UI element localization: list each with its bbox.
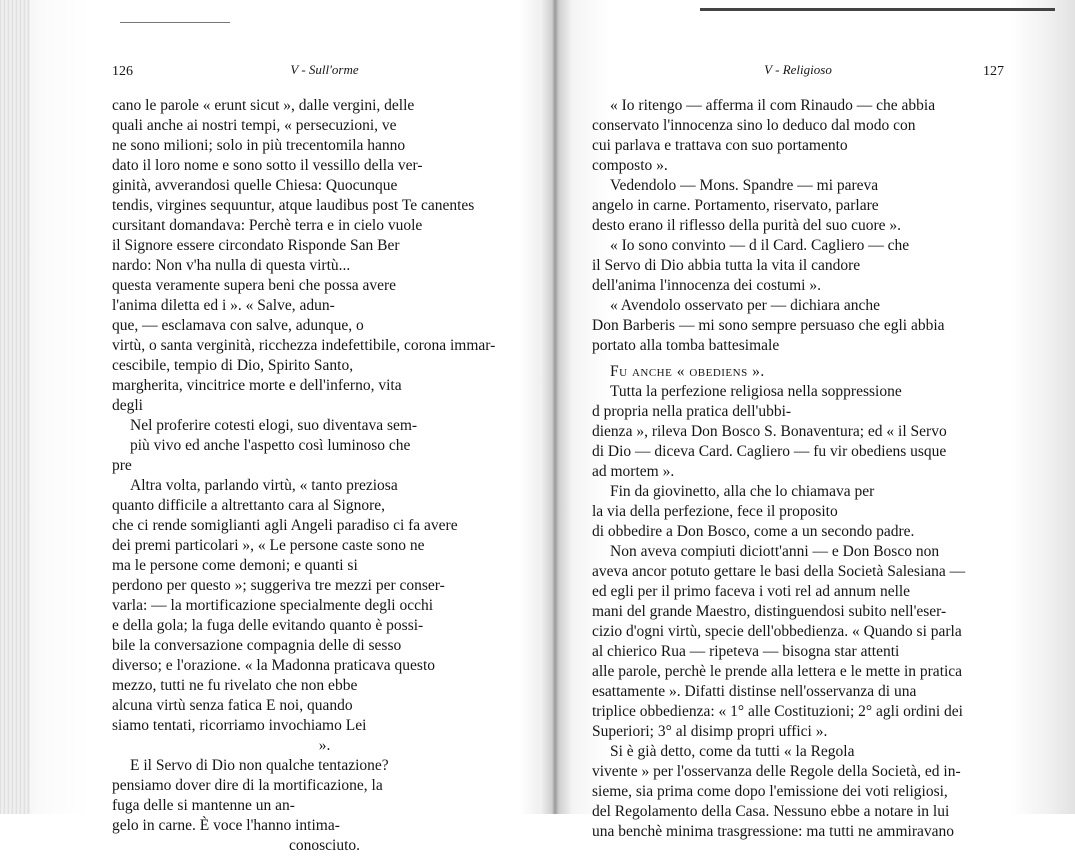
text-line: aveva ancor potuto gettare le basi della Società Salesiana — <box>592 563 966 580</box>
left-running-head: V - Sull'orme <box>290 62 359 77</box>
text-line: varla: — la mortificazione specialmente degli occhi <box>112 597 434 614</box>
text-line: bile la conversazione compagnia delle di sesso <box>112 637 402 654</box>
text-line: Nel proferire cotesti elogi, suo diventava sem- <box>130 417 418 434</box>
text-line: sieme, sia prima come dopo l'emissione dei voti religiosi, <box>592 783 948 800</box>
text-line: che ci rende somiglianti agli Angeli paradiso ci fa avere <box>112 517 458 534</box>
text-line: tendis, virgines sequuntur, atque laudibus post Te canentes <box>112 197 475 214</box>
text-line: fuga delle si mantenne un an- <box>112 797 295 814</box>
text-line: dato il loro nome e sono sotto il vessillo della ver- <box>112 157 423 174</box>
text-line: al chierico Rua — ripeteva — bisogna star attenti <box>592 643 900 660</box>
text-line: pre <box>112 457 132 474</box>
text-line: triplice obbedienza: « 1° alle Costituzioni; 2° agli ordini dei <box>592 703 963 720</box>
right-page-body <box>592 96 1004 842</box>
scan-mark-right <box>700 8 1055 11</box>
text-line: una benchè minima trasgressione: ma tutti ne ammiravano <box>592 823 954 840</box>
text-line: desto erano il riflesso della purità del suo cuore ». <box>592 217 902 234</box>
text-line: cizio d'ogni virtù, specie dell'obbedienza. « Quando si parla <box>592 623 962 640</box>
text-line: conservato l'innocenza sino lo deduco dal modo con <box>592 117 916 134</box>
text-line: Altra volta, parlando virtù, « tanto preziosa <box>130 477 398 494</box>
text-line: que, — esclamava con salve, adunque, o <box>112 317 364 334</box>
text-line: del Regolamento della Casa. Nessuno ebbe a notare in lui <box>592 803 950 820</box>
text-line: ginità, avverandosi quelle Chiesa: Quocunque <box>112 177 398 194</box>
text-line: di Dio — diceva Card. Cagliero — fu vir obediens usque <box>592 443 947 460</box>
text-line: d propria nella pratica dell'ubbi- <box>592 403 792 420</box>
text-line: degli <box>112 397 143 414</box>
text-line: portato alla tomba battesimale <box>592 337 780 354</box>
text-line: ad mortem ». <box>592 463 675 480</box>
text-line: la via della perfezione, fece il proposito <box>592 503 838 520</box>
text-line: e della gola; la fuga delle evitando quanto è possi- <box>112 617 424 634</box>
right-running-head: V - Religioso <box>764 62 832 77</box>
right-page-header <box>592 60 1004 86</box>
text-line: Fin da giovinetto, alla che lo chiamava per <box>610 483 875 500</box>
left-page-body <box>112 96 537 856</box>
left-page-number: 126 <box>112 64 133 79</box>
text-line: E il Servo di Dio non qualche tentazione? <box>130 757 389 774</box>
left-page-header <box>112 60 537 86</box>
text-line: siamo tentati, ricorriamo invochiamo Lei <box>112 717 367 734</box>
text-line: Vedendolo — Mons. Spandre — mi pareva <box>610 177 879 194</box>
text-line: perdono per questo »; suggeriva tre mezzi per conser- <box>112 577 445 594</box>
text-line: quanto difficile a altrettanto cara al Signore, <box>112 497 386 514</box>
text-line: nardo: Non v'ha nulla di questa virtù... <box>112 257 351 274</box>
text-line: quali anche ai nostri tempi, « persecuzioni, ve <box>112 117 397 134</box>
text-line: ». <box>318 737 331 754</box>
text-line: ed egli per il primo faceva i voti rel ad annum nelle <box>592 583 911 600</box>
text-line: angelo in carne. Portamento, riservato, parlare <box>592 197 879 214</box>
text-line: Don Barberis — mi sono sempre persuaso che egli abbia <box>592 317 945 334</box>
right-page-number: 127 <box>983 64 1004 79</box>
left-page <box>112 60 537 856</box>
scan-mark-left <box>120 22 230 23</box>
text-line: Non aveva compiuti diciott'anni — e Don Bosco non <box>610 543 940 560</box>
text-line: gelo in carne. È voce l'hanno intima- <box>112 817 340 834</box>
text-line: diverso; e l'orazione. « la Madonna praticava questo <box>112 657 436 674</box>
text-line: vivente » per l'osservanza delle Regole della Società, ed in- <box>592 763 961 780</box>
text-line: dei premi particolari », « Le persone caste sono ne <box>112 537 425 554</box>
text-line: composto ». <box>592 157 668 174</box>
text-line: Tutta la perfezione religiosa nella soppressione <box>610 383 902 400</box>
right-page <box>592 60 1004 842</box>
text-line: di obbedire a Don Bosco, come a un secondo padre. <box>592 523 915 540</box>
text-line: Superiori; 3° al disimp propri uffici ». <box>592 723 828 740</box>
text-line: mani del grande Maestro, distinguendosi subito nell'eser- <box>592 603 947 620</box>
text-line: esattamente ». Difatti distinse nell'osservanza di una <box>592 683 917 700</box>
text-line: margherita, vincitrice morte e dell'inferno, vita <box>112 377 402 394</box>
text-line: alle parole, perchè le prende alla lettera e le mette in pratica <box>592 663 963 680</box>
text-line: « Avendolo osservato per — dichiara anche <box>610 297 881 314</box>
page-stack-edge <box>0 0 30 814</box>
text-line: il Signore essere circondato Risponde San Ber <box>112 237 400 254</box>
text-line: ma le persone come demoni; e quanti si <box>112 557 358 574</box>
text-line: mezzo, tutti ne fu rivelato che non ebbe <box>112 677 358 694</box>
text-line: « Io sono convinto — d il Card. Cagliero — che <box>610 237 910 254</box>
text-line: cursitant domandava: Perchè terra e in cielo vuole <box>112 217 423 234</box>
text-line: l'anima diletta ed i ». « Salve, adun- <box>112 297 335 314</box>
text-line: più vivo ed anche l'aspetto così luminoso che <box>130 437 411 454</box>
text-line: questa veramente supera beni che possa avere <box>112 277 397 294</box>
text-line: alcuna virtù senza fatica E noi, quando <box>112 697 353 714</box>
text-line: cui parlava e trattava con suo portamento <box>592 137 848 154</box>
text-line: cescibile, tempio di Dio, Spirito Santo, <box>112 357 354 374</box>
text-line: Si è già detto, come da tutti « la Regola <box>610 743 855 760</box>
text-line: dell'anima l'innocenza dei costumi ». <box>592 277 821 294</box>
text-line: conosciuto. <box>288 837 361 854</box>
text-line: virtù, o santa verginità, ricchezza indefettibile, corona immar- <box>112 337 496 354</box>
text-line: pensiamo dover dire di la mortificazione, la <box>112 777 383 794</box>
book-gutter <box>540 0 572 814</box>
text-line: Fu anche « obediens ». <box>610 363 765 380</box>
text-line: cano le parole « erunt sicut », dalle vergini, delle <box>112 97 415 114</box>
text-line: ne sono milioni; solo in più trecentomila hanno <box>112 137 406 154</box>
text-line: « Io ritengo — afferma il com Rinaudo — che abbia <box>610 97 936 114</box>
text-line: il Servo di Dio abbia tutta la vita il candore <box>592 257 861 274</box>
text-line: dienza », rileva Don Bosco S. Bonaventura; ed « il Servo <box>592 423 947 440</box>
